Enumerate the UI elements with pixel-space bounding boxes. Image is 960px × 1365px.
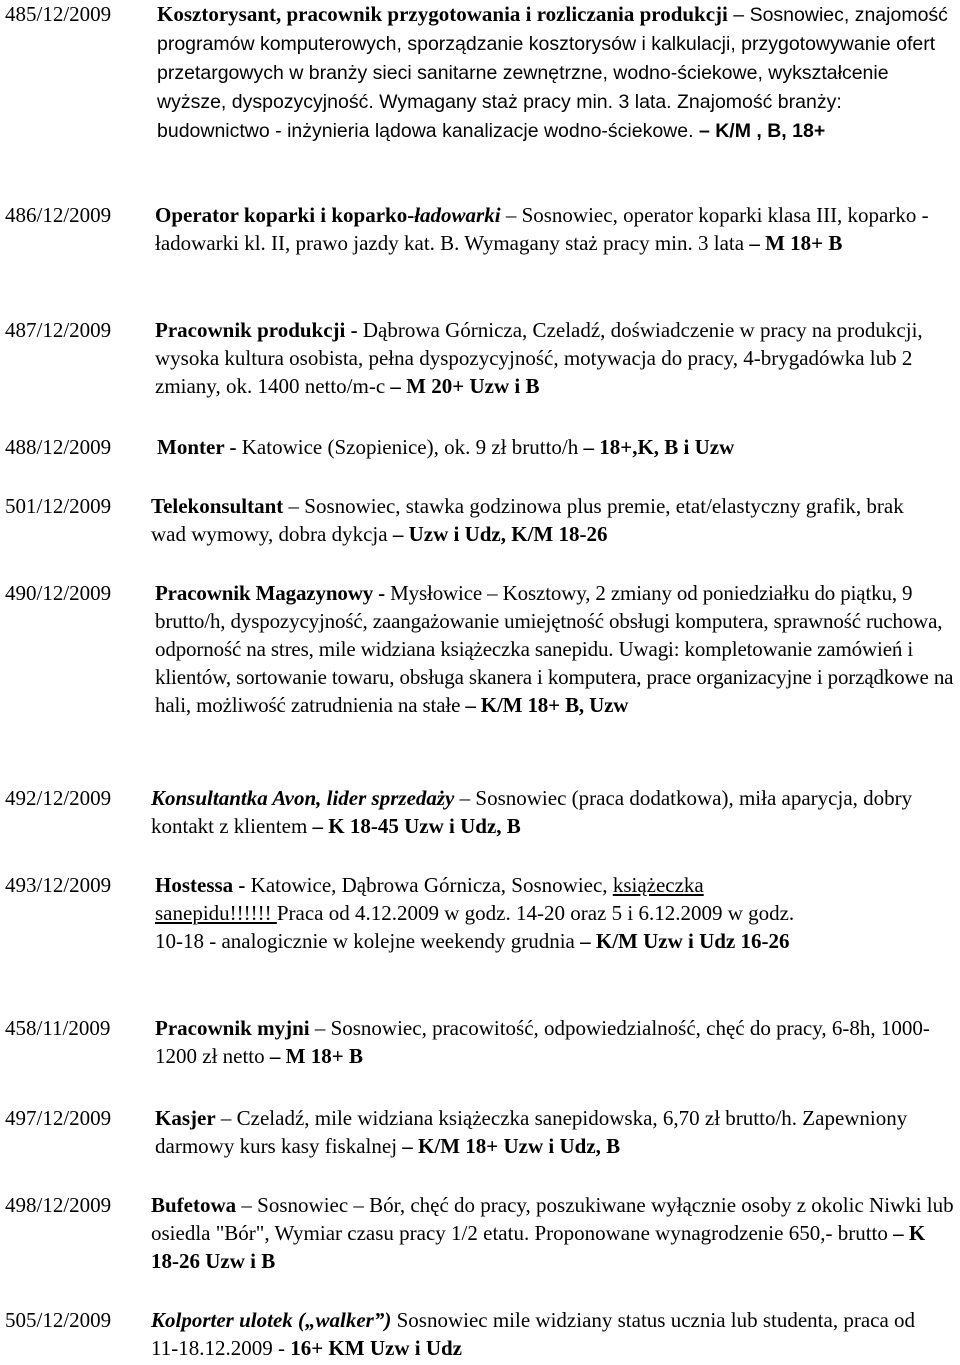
job-details: – Sosnowiec, operator koparki klasa III, koparko - ładowarki kl. II, prawo jazdy kat. B. Wymagany staż pracy min. 3 lata	[155, 203, 929, 255]
job-requirements: – K 18-26 Uzw i B	[151, 1221, 926, 1273]
job-description	[155, 316, 944, 400]
job-requirements: – M 18+ B	[269, 1044, 363, 1068]
job-description	[157, 0, 958, 145]
job-description	[151, 492, 938, 548]
job-requirements: – K/M , B, 18+	[698, 120, 826, 142]
job-details: Dąbrowa Górnicza, Czeladź, doświadczenie w pracy na produkcji, wysoka kultura osobista, pełna dyspozycyjność, motywacja do pracy, 4-brygadówka lub 2 zmiany, ok. 1400 netto/m-c	[155, 318, 923, 398]
job-title: Pracownik produkcji -	[155, 318, 358, 342]
job-requirements: – K/M 18+ B, Uzw	[465, 693, 629, 717]
job-description	[157, 433, 958, 461]
job-details: – Sosnowiec (praca dodatkowa), miła aparycja, dobry kontakt z klientem	[151, 786, 913, 838]
job-description	[155, 871, 820, 955]
job-title: Kolporter ulotek („walker”)	[151, 1308, 392, 1332]
job-code: 492/12/2009	[5, 786, 112, 810]
job-details: – Sosnowiec – Bór, chęć do pracy, poszukiwane wyłącznie osoby z okolic Niwki lub osiedla "Bór", Wymiar czasu pracy 1/2 etatu. Proponowane wynagrodzenie 650,- brutto	[151, 1193, 954, 1245]
job-description	[151, 784, 920, 840]
job-description	[155, 1014, 958, 1070]
job-code: 493/12/2009	[5, 873, 112, 897]
job-code: 458/11/2009	[5, 1016, 111, 1040]
job-description	[151, 1191, 958, 1275]
job-description	[151, 1306, 918, 1362]
job-requirements: – M 18+ B	[749, 231, 843, 255]
job-requirements: – K/M 18+ Uzw i Udz, B	[402, 1134, 621, 1158]
job-code: 497/12/2009	[5, 1106, 112, 1130]
job-code: 498/12/2009	[5, 1193, 112, 1217]
job-code: 501/12/2009	[5, 494, 112, 518]
job-code: 488/12/2009	[5, 435, 112, 459]
job-code: 505/12/2009	[5, 1308, 112, 1332]
job-code: 486/12/2009	[5, 203, 112, 227]
job-code: 490/12/2009	[5, 581, 112, 605]
job-requirements: 16+ KM Uzw i Udz	[290, 1336, 462, 1360]
job-title: Pracownik Magazynowy -	[155, 581, 386, 605]
job-details-underlined: książeczka sanepidu!!!!!!	[155, 873, 704, 925]
job-code: 485/12/2009	[5, 2, 112, 26]
job-title: Pracownik myjni	[155, 1016, 310, 1040]
job-dash: –	[727, 4, 750, 26]
job-title: Hostessa -	[155, 873, 246, 897]
job-details: – Czeladź, mile widziana książeczka sanepidowska, 6,70 zł brutto/h. Zapewniony darmowy kurs kasy fiskalnej	[155, 1106, 908, 1158]
job-description	[155, 1104, 938, 1160]
job-requirements: – M 20+ Uzw i B	[390, 374, 540, 398]
job-details: Mysłowice – Kosztowy, 2 zmiany od poniedziałku do piątku, 9 brutto/h, dyspozycyjność, zaangażowanie umiejętność obsługi komputera, sprawność ruchowa, odporność na stres, mile widziana książeczka sanepidu. Uwagi: kompletowanie zamówień i klientów, sortowanie towaru, obsługa skanera i komputera, prace organizacyjne i porządkowe na hali, możliwość zatrudnienia na stałe	[155, 581, 954, 717]
job-title: Monter -	[157, 435, 237, 459]
job-title: Kasjer	[155, 1106, 216, 1130]
job-details-more: Praca od 4.12.2009 w godz. 14-20 oraz 5 i 6.12.2009 w godz. 10-18 - analogicznie w kolejne weekendy grudnia	[155, 901, 795, 953]
job-description	[155, 201, 958, 257]
job-requirements: – K/M Uzw i Udz 16-26	[580, 929, 790, 953]
job-requirements: – K 18-45 Uzw i Udz, B	[312, 814, 521, 838]
job-title-italic: ładowarki	[414, 203, 501, 227]
job-title: Konsultantka Avon, lider sprzedaży	[151, 786, 455, 810]
job-title: Bufetowa	[151, 1193, 237, 1217]
job-requirements: – Uzw i Udz, K/M 18-26	[392, 522, 608, 546]
job-details: Katowice (Szopienice), ok. 9 zł brutto/h	[236, 435, 584, 459]
job-code: 487/12/2009	[5, 318, 112, 342]
job-details: Sosnowiec, znajomość programów komputerowych, sporządzanie kosztorysów i kalkulacji, przygotowywanie ofert przetargowych w branży sieci sanitarne zewnętrzne, wodno-ściekowe, wykształcenie wyższe, dyspozycyjność. Wymagany staż pracy min. 3 lata. Znajomość branży: budownictwo - inżynieria lądowa kanalizacje wodno-ściekowe.	[157, 4, 948, 142]
job-details: Sosnowiec mile widziany status ucznia lub studenta, praca od 11-18.12.2009 -	[151, 1308, 916, 1360]
job-title: Kosztorysant, pracownik przygotowania i rozliczania produkcji	[157, 2, 728, 26]
job-description	[155, 579, 958, 719]
job-details: – Sosnowiec, stawka godzinowa plus premie, etat/elastyczny grafik, brak wad wymowy, dobra dykcja	[151, 494, 904, 546]
job-title: Telekonsultant	[151, 494, 284, 518]
job-title: Operator koparki i koparko-	[155, 203, 415, 227]
job-details: – Sosnowiec, pracowitość, odpowiedzialność, chęć do pracy, 6-8h, 1000-1200 zł netto	[155, 1016, 930, 1068]
job-details: Katowice, Dąbrowa Górnicza, Sosnowiec,	[245, 873, 613, 897]
job-requirements: – 18+,K, B i Uzw	[583, 435, 735, 459]
